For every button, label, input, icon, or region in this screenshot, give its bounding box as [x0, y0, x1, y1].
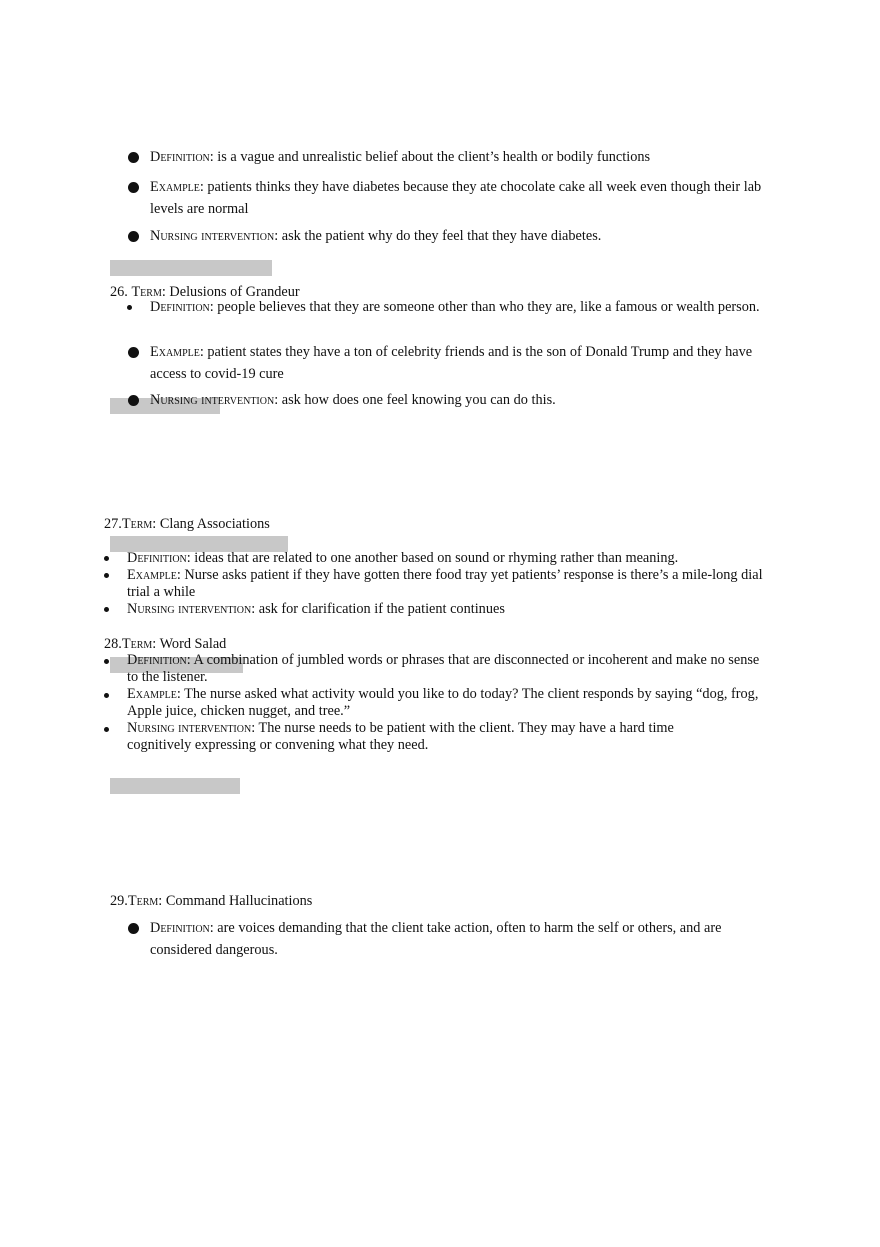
- example-label: Example: [150, 344, 200, 360]
- term-heading: [110, 893, 312, 910]
- definition-text: : A combination of jumbled words or phrases that are disconnected or incoherent and make no sense to the listener.: [127, 652, 760, 685]
- intervention-label: Nursing intervention: [150, 228, 275, 244]
- term-text: : Word Salad: [152, 636, 227, 652]
- term-heading: [104, 636, 226, 653]
- example-item: [150, 176, 780, 220]
- example-text: : patients thinks they have diabetes because they ate chocolate cake all week even though their lab levels are normal: [150, 179, 762, 217]
- definition-text: : is a vague and unrealistic belief about the client’s health or bodily functions: [209, 149, 651, 165]
- term-label: Term: [121, 636, 153, 652]
- bullet-icon: [104, 693, 109, 698]
- intervention-text: : ask for clarification if the patient continues: [251, 601, 505, 617]
- definition-item: [150, 146, 790, 168]
- definition-item: [127, 652, 772, 686]
- intervention-text: : ask the patient why do they feel that they have diabetes.: [274, 228, 602, 244]
- bullet-icon: [128, 152, 139, 163]
- example-text: : The nurse asked what activity would you like to do today? The client responds by saying “dog, frog, Apple juice, chicken nugget, and tree.”: [127, 686, 759, 719]
- bullet-icon: [127, 305, 132, 310]
- definition-label: Definition: [127, 550, 187, 566]
- bullet-icon: [128, 395, 139, 406]
- term-text: : Clang Associations: [152, 516, 270, 532]
- term-label: Term: [121, 516, 153, 532]
- definition-text: : are voices demanding that the client take action, often to harm the self or others, and are considered dangerous.: [150, 920, 722, 958]
- term-text: : Command Hallucinations: [158, 893, 313, 909]
- term-number: 27.: [104, 516, 122, 532]
- bullet-icon: [128, 231, 139, 242]
- bullet-icon: [128, 923, 139, 934]
- definition-label: Definition: [150, 920, 210, 936]
- intervention-item: [150, 389, 790, 411]
- definition-item: [127, 550, 767, 567]
- term-label: Term: [131, 284, 162, 300]
- definition-label: Definition: [127, 652, 187, 668]
- term-number: 28.: [104, 636, 122, 652]
- example-text: : patient states they have a ton of celebrity friends and is the son of Donald Trump and they have access to covid-19 cure: [150, 344, 753, 382]
- bullet-icon: [128, 347, 139, 358]
- bullet-icon: [104, 556, 109, 561]
- bullet-icon: [104, 727, 109, 732]
- definition-text: : people believes that they are someone other than who they are, like a famous or wealth person.: [209, 299, 760, 315]
- term-heading: [104, 516, 270, 533]
- example-label: Example: [127, 567, 177, 583]
- intervention-text: : The nurse needs to be patient with the client. They may have a hard time cognitively expressing or convening what they need.: [127, 720, 674, 753]
- intervention-text: : ask how does one feel knowing you can do this.: [274, 392, 556, 408]
- example-item: [127, 567, 782, 601]
- example-item: [127, 686, 772, 720]
- bullet-icon: [104, 607, 109, 612]
- definition-item: [150, 917, 770, 961]
- bullet-icon: [104, 573, 109, 578]
- term-text: : Delusions of Grandeur: [161, 284, 300, 300]
- term-number: 29.: [110, 893, 128, 909]
- example-label: Example: [150, 179, 200, 195]
- intervention-label: Nursing intervention: [127, 720, 252, 736]
- definition-label: Definition: [150, 299, 210, 315]
- highlight-bar: [110, 778, 240, 794]
- example-label: Example: [127, 686, 177, 702]
- intervention-item: [127, 601, 767, 618]
- bullet-icon: [104, 659, 109, 664]
- term-label: Term: [127, 893, 159, 909]
- term-number: 26.: [110, 284, 132, 300]
- definition-item: [150, 299, 765, 316]
- bullet-icon: [128, 182, 139, 193]
- intervention-item: [150, 225, 790, 247]
- intervention-item: [127, 720, 737, 754]
- highlight-bar: [110, 260, 272, 276]
- definition-label: Definition: [150, 149, 210, 165]
- intervention-label: Nursing intervention: [127, 601, 252, 617]
- example-text: : Nurse asks patient if they have gotten there food tray yet patients’ response is there’s a mile-long dial trial a while: [127, 567, 763, 600]
- example-item: [150, 341, 775, 385]
- intervention-label: Nursing intervention: [150, 392, 275, 408]
- definition-text: : ideas that are related to one another based on sound or rhyming rather than meaning.: [186, 550, 679, 566]
